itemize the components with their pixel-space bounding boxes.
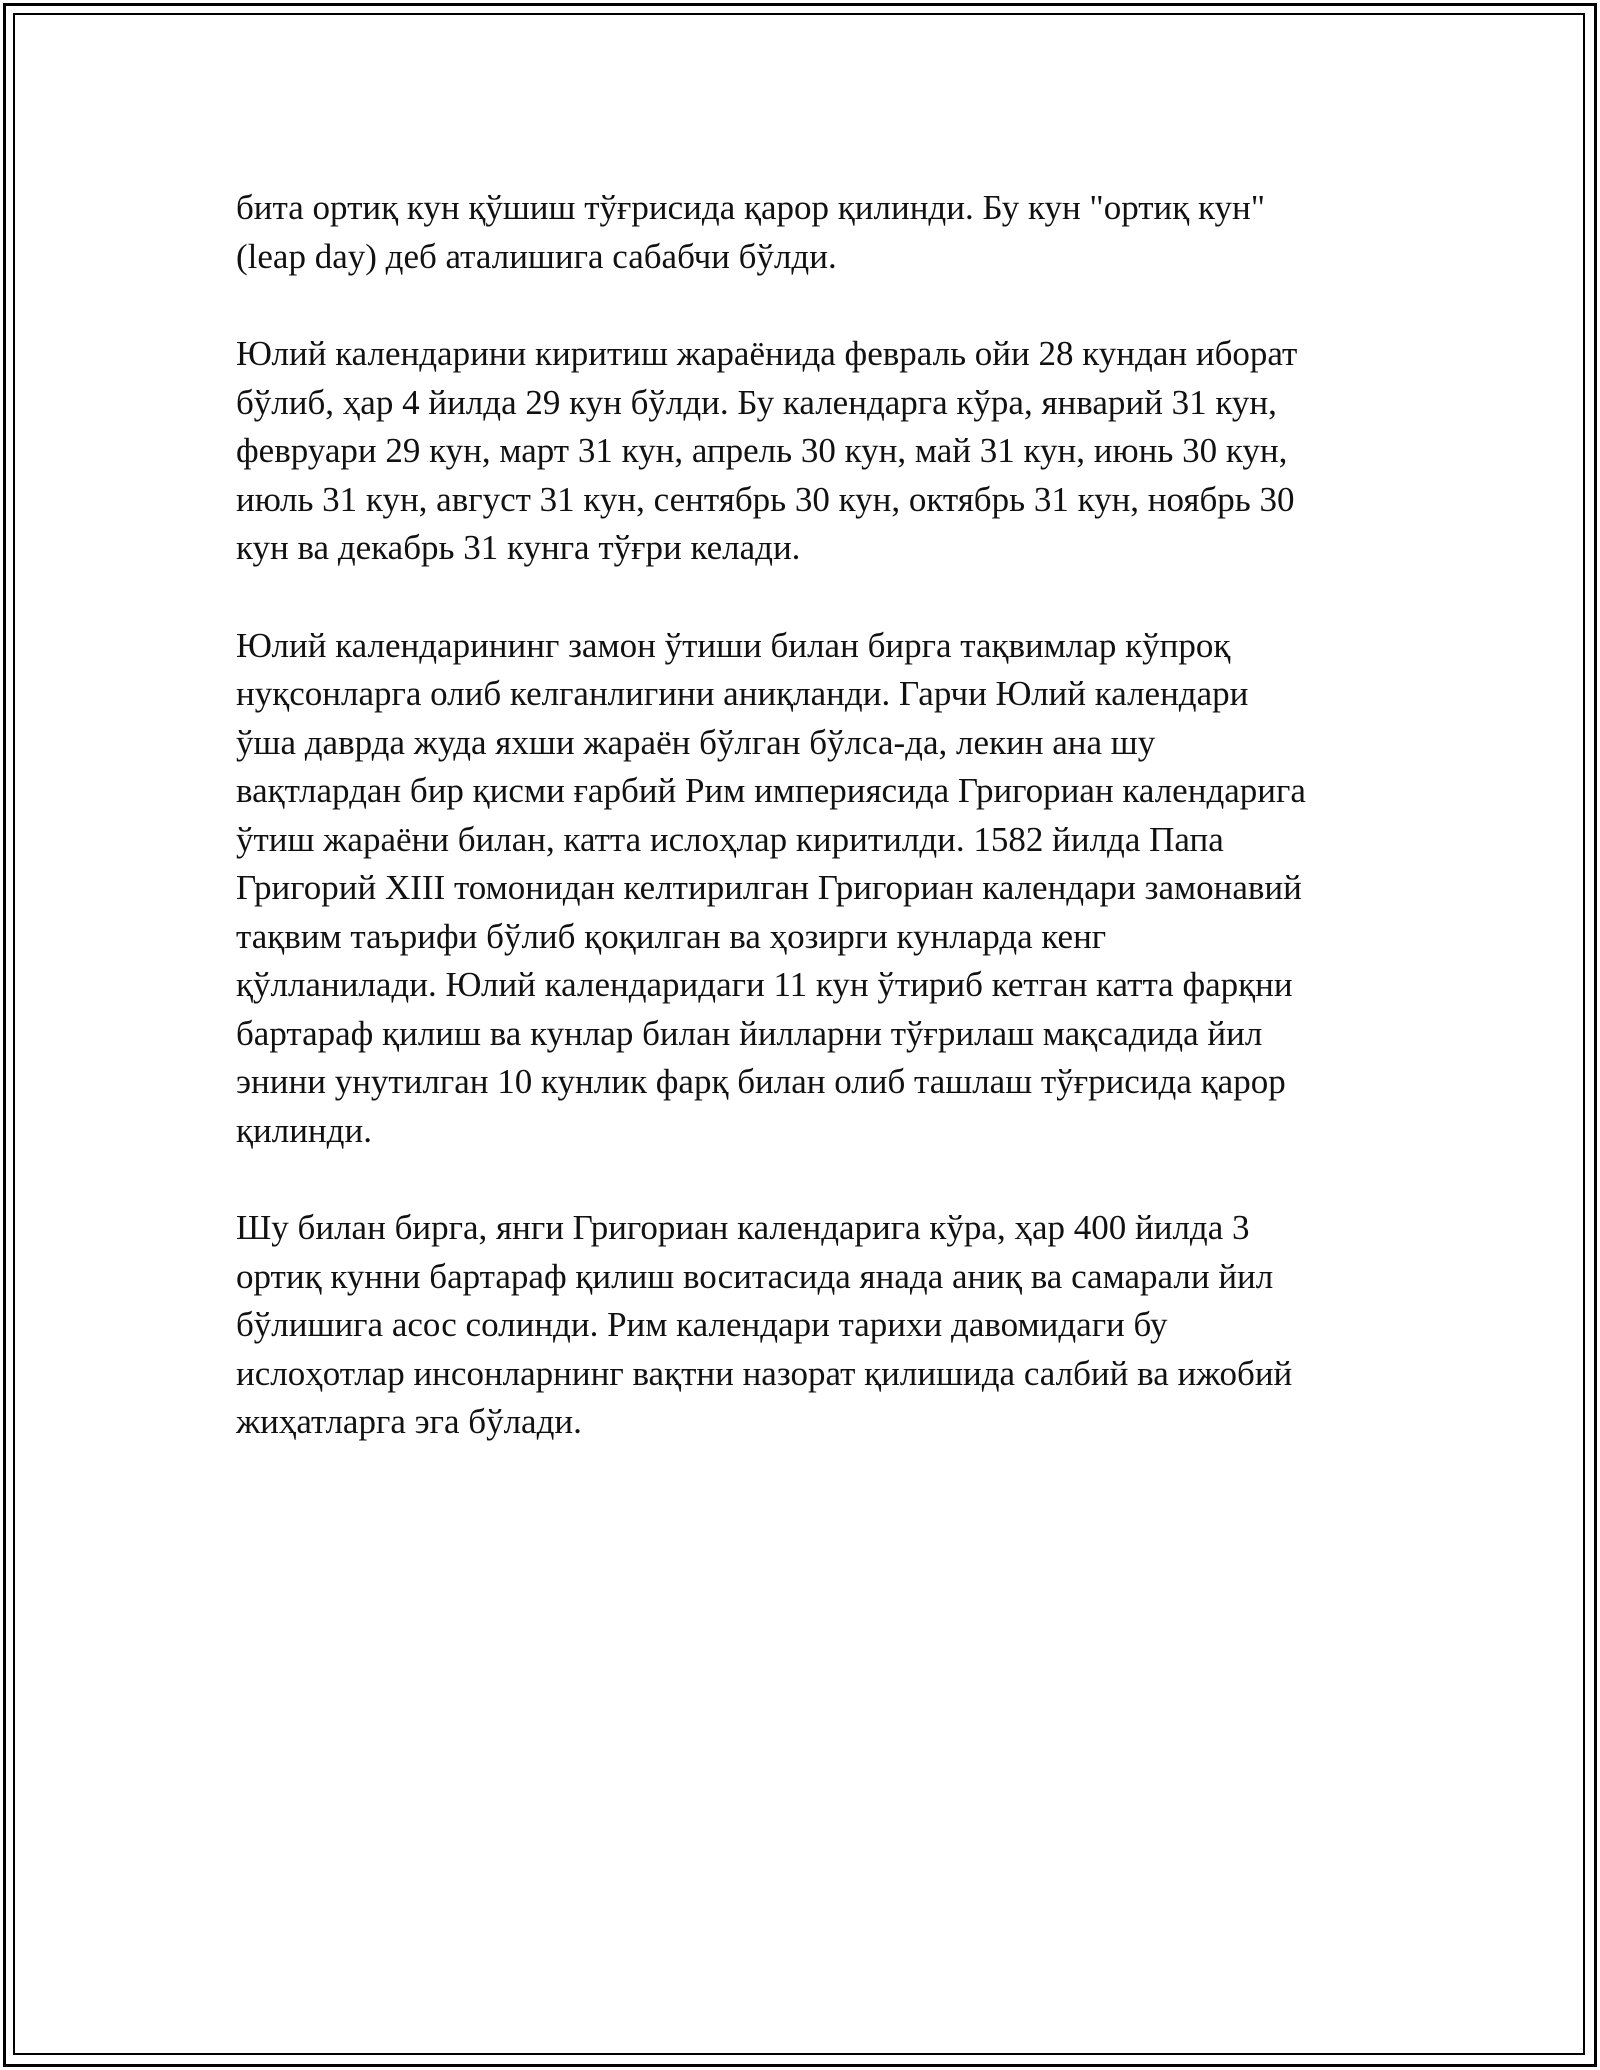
paragraph-leap-day: бита ортиқ кун қўшиш тўғрисида қарор қилинди. Бу кун "ортиқ кун" (leap day) деб аталишига сабабчи бўлди. bbox=[236, 188, 1266, 276]
paragraph-conclusion: Шу билан бирга, янги Григориан календарига кўра, ҳар 400 йилда 3 ортиқ кунни бартараф қилиш воситасида янада аниқ ва самарали йил бўлишига асос солинди. Рим календари тарихи давомидаги бу ислоҳотлар инсонларнинг вақтни назорат қилишида салбий ва ижобий жиҳатларга эга бўлади. bbox=[236, 1208, 1293, 1441]
paragraph-julian-months: Юлий календарини киритиш жараёнида февраль ойи 28 кундан иборат бўлиб, ҳар 4 йилда 29 кун бўлди. Бу календарга кўра, январий 31 кун, февруари 29 кун, март 31 кун, апрель 30 кун, май 31 кун, июнь 30 кун, июль 31 кун, август 31 кун, сентябрь 30 кун, октябрь 31 кун, ноябрь 30 кун ва декабрь 31 кунга тўғри келади. bbox=[236, 334, 1298, 567]
paragraph-gregorian-reform: Юлий календарининг замон ўтиши билан бирга тақвимлар кўпроқ нуқсонларга олиб келганлигини аниқланди. Гарчи Юлий календари ўша даврда жуда яхши жараён бўлган бўлса-да, лекин ана шу вақтлардан бир қисми ғарбий Рим империясида Григориан календарига ўтиш жараёни билан, катта ислоҳлар киритилди. 1582 йилда Папа Григорий XIII томонидан келтирилган Григориан календари замонавий тақвим таърифи бўлиб қоқилган ва ҳозирги кунларда кенг қўлланилади. Юлий календаридаги 11 кун ўтириб кетган катта фарқни бартараф қилиш ва кунлар билан йилларни тўғрилаш мақсадида йил энини унутилган 10 кунлик фарқ билан олиб ташлаш тўғрисида қарор қилинди. bbox=[236, 625, 1306, 1150]
document-body bbox=[236, 184, 1396, 1496]
